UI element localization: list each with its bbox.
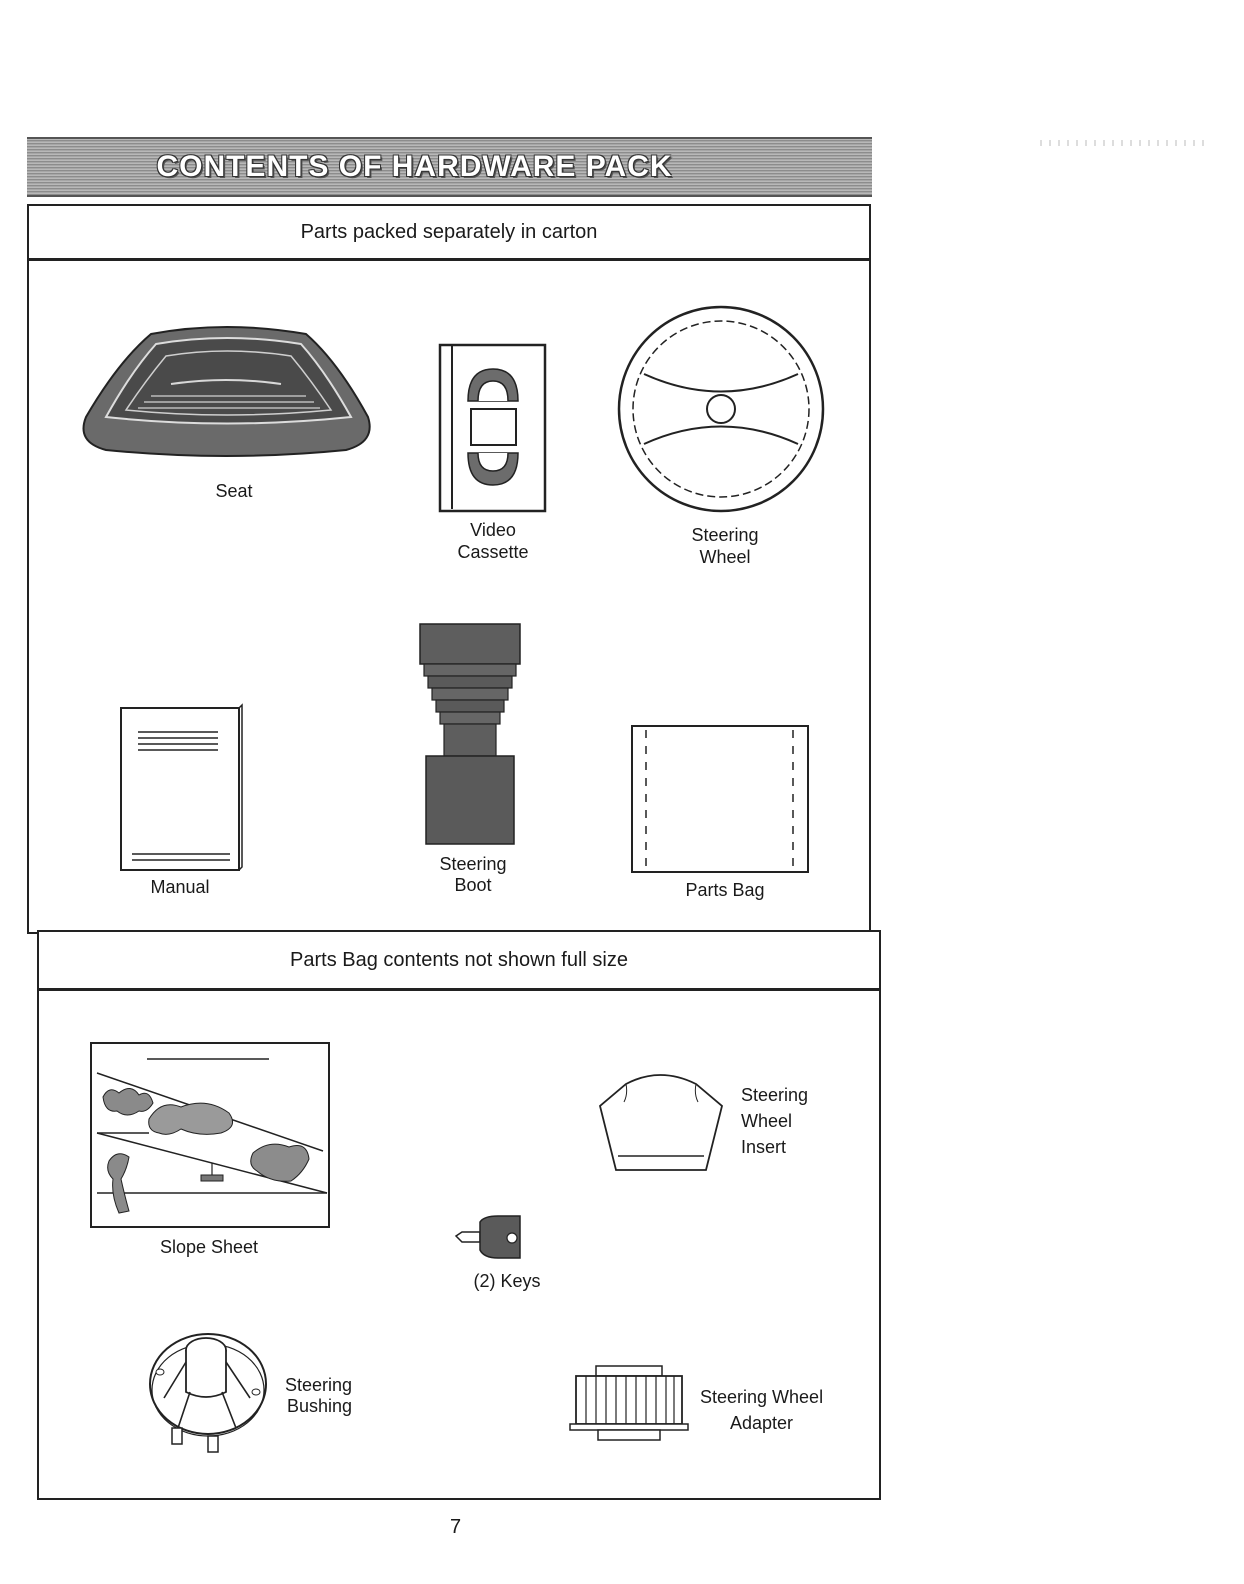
boot-label-line2: Boot <box>454 875 492 895</box>
carton-section-heading <box>29 206 869 261</box>
insert-label-line1: Steering <box>741 1085 809 1105</box>
steering-wheel-label-line2: Wheel <box>699 547 751 567</box>
video-cassette-icon <box>438 343 548 513</box>
steering-wheel-insert-icon <box>598 1072 724 1176</box>
slope-sheet-label: Slope Sheet <box>159 1237 259 1257</box>
steering-bushing-icon <box>146 1332 270 1456</box>
carton-heading-text: Parts packed separately in carton <box>300 220 598 243</box>
video-label-line1: Video <box>470 520 516 540</box>
manual-icon <box>118 702 246 874</box>
boot-label-line1: Steering <box>439 854 507 874</box>
parts-bag-label: Parts Bag <box>685 880 765 900</box>
adapter-label-line2: Adapter <box>730 1413 794 1433</box>
bag-heading-text: Parts Bag contents not shown full size <box>290 948 628 971</box>
manual-label: Manual <box>150 877 210 897</box>
steering-wheel-adapter-icon <box>568 1364 692 1444</box>
bushing-label-line2: Bushing <box>287 1396 353 1416</box>
header-banner <box>27 137 872 197</box>
bag-section-heading <box>39 932 879 991</box>
key-icon <box>454 1214 526 1260</box>
seat-label: Seat <box>215 481 253 501</box>
slope-sheet-icon <box>89 1041 331 1229</box>
keys-label: (2) Keys <box>473 1271 541 1291</box>
page-title: CONTENTS OF HARDWARE PACK <box>156 150 673 183</box>
insert-label-line3: Insert <box>741 1137 787 1157</box>
bushing-label-line1: Steering <box>285 1375 353 1395</box>
parts-bag-icon <box>630 724 810 874</box>
scan-noise <box>1040 140 1210 146</box>
page-number: 7 <box>450 1516 462 1538</box>
steering-boot-icon <box>418 622 522 848</box>
adapter-label-line1: Steering Wheel <box>700 1387 824 1407</box>
steering-wheel-label-line1: Steering <box>691 525 759 545</box>
seat-icon <box>76 322 381 462</box>
video-label-line2: Cassette <box>457 542 529 562</box>
steering-wheel-icon <box>616 304 826 514</box>
insert-label-line2: Wheel <box>741 1111 793 1131</box>
